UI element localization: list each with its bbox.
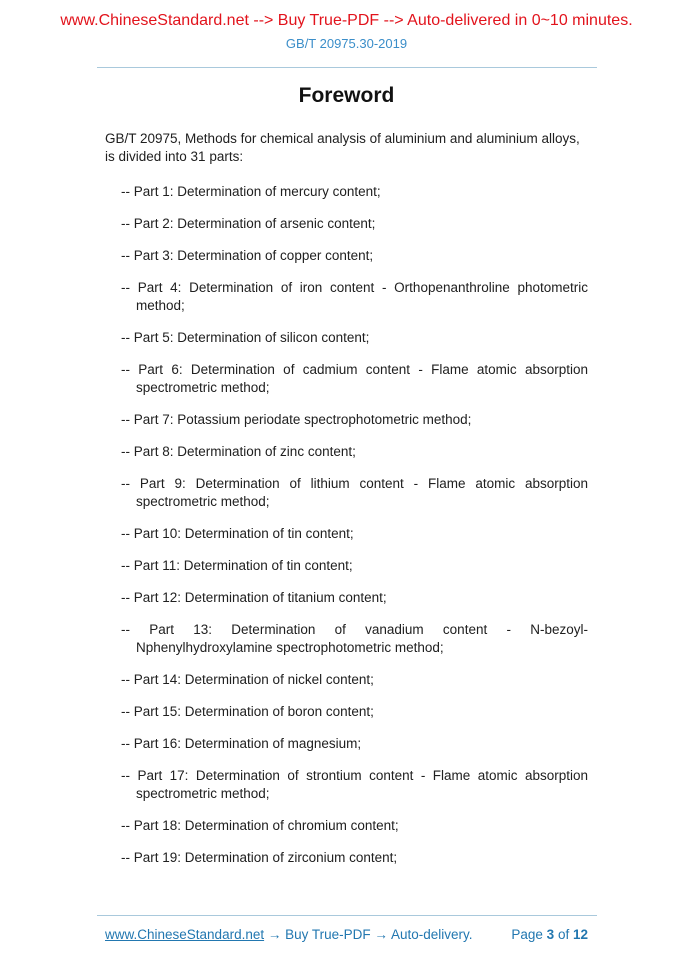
page-label: Page bbox=[511, 927, 543, 942]
part-item: -- Part 5: Determination of silicon content; bbox=[121, 330, 370, 345]
header-divider bbox=[97, 67, 597, 68]
part-item: -- Part 9: Determination of lithium content - Flame atomic absorption spectrometric method; bbox=[121, 476, 588, 509]
page-indicator bbox=[511, 926, 588, 944]
footer-buy-label: Buy True-PDF bbox=[285, 927, 371, 942]
part-item: -- Part 11: Determination of tin content; bbox=[121, 558, 353, 573]
part-item: -- Part 7: Potassium periodate spectrophotometric method; bbox=[121, 412, 472, 427]
footer-divider bbox=[97, 915, 597, 916]
promo-banner: www.ChineseStandard.net --> Buy True-PDF --> Auto-delivered in 0~10 minutes. bbox=[60, 12, 633, 29]
footer-site-link[interactable]: www.ChineseStandard.net bbox=[105, 927, 265, 942]
standard-code: GB/T 20975.30-2019 bbox=[285, 36, 408, 51]
part-item: -- Part 18: Determination of chromium content; bbox=[121, 818, 399, 833]
arrow-right-icon: → bbox=[374, 927, 388, 942]
intro-paragraph: GB/T 20975, Methods for chemical analysis of aluminium and aluminium alloys, is divided into 31 parts: bbox=[105, 131, 580, 164]
part-item: -- Part 14: Determination of nickel content; bbox=[121, 672, 374, 687]
part-item: -- Part 17: Determination of strontium content - Flame atomic absorption spectrometric method; bbox=[121, 768, 588, 801]
part-item: -- Part 19: Determination of zirconium content; bbox=[121, 850, 398, 865]
part-item: -- Part 15: Determination of boron content; bbox=[121, 704, 374, 719]
page-current: 3 bbox=[546, 927, 555, 942]
part-item: -- Part 4: Determination of iron content - Orthopenanthroline photometric method; bbox=[121, 280, 588, 313]
footer-promo bbox=[105, 926, 472, 944]
part-item: -- Part 12: Determination of titanium content; bbox=[121, 590, 387, 605]
page-total: 12 bbox=[572, 927, 588, 942]
part-item: -- Part 8: Determination of zinc content; bbox=[121, 444, 356, 459]
part-item: -- Part 10: Determination of tin content; bbox=[121, 526, 354, 541]
part-item: -- Part 2: Determination of arsenic content; bbox=[121, 216, 376, 231]
part-item: -- Part 16: Determination of magnesium; bbox=[121, 736, 362, 751]
page-footer bbox=[0, 915, 693, 944]
part-item: -- Part 1: Determination of mercury content; bbox=[121, 184, 381, 199]
part-item: -- Part 13: Determination of vanadium content - N-bezoyl- Nphenylhydroxylamine spectrophotometric method; bbox=[121, 622, 588, 655]
page-title: Foreword bbox=[298, 84, 395, 107]
arrow-right-icon: → bbox=[267, 927, 282, 942]
part-item: -- Part 3: Determination of copper content; bbox=[121, 248, 374, 263]
parts-list bbox=[105, 183, 588, 867]
of-label: of bbox=[557, 927, 570, 942]
footer-delivery-label: Auto-delivery. bbox=[390, 927, 473, 942]
part-item: -- Part 6: Determination of cadmium content - Flame atomic absorption spectrometric method; bbox=[121, 362, 588, 395]
